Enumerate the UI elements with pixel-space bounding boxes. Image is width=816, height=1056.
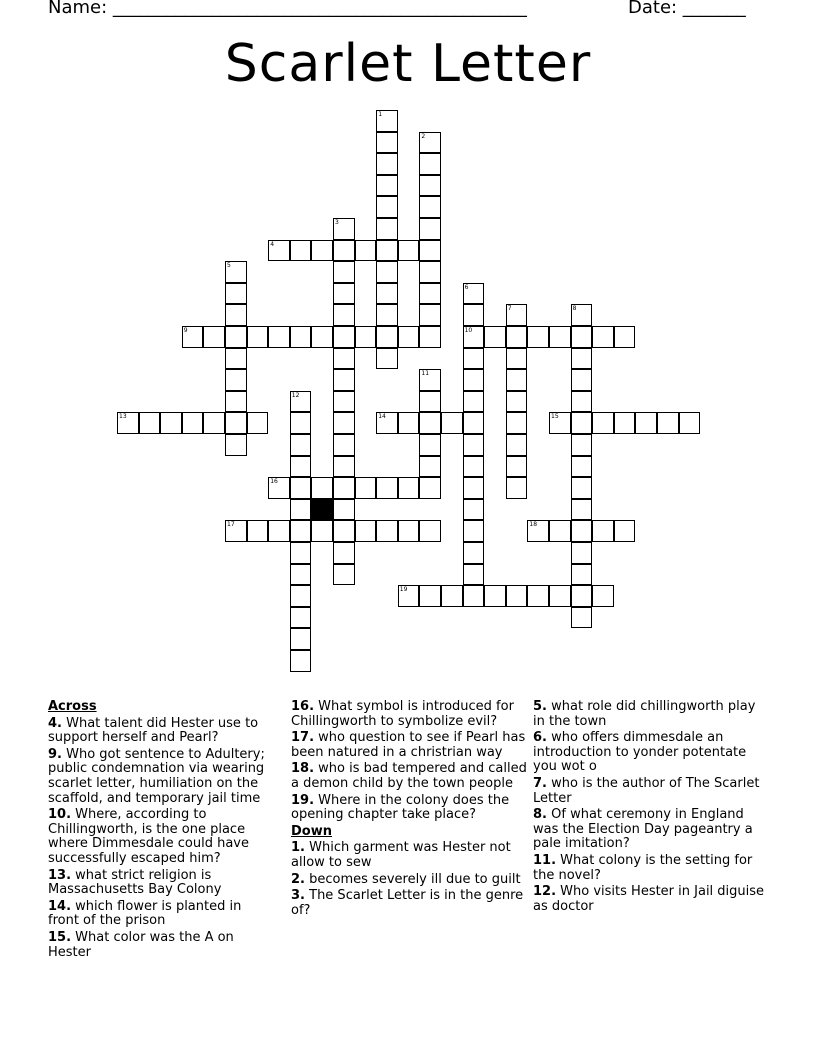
clue-number: 9 — [183, 327, 188, 334]
grid-cell[interactable] — [311, 240, 333, 262]
grid-cell[interactable] — [463, 499, 485, 521]
down-clue — [291, 841, 527, 870]
clue-num: 14. — [48, 898, 72, 914]
grid-cell[interactable] — [463, 369, 485, 391]
grid-cell[interactable] — [506, 434, 528, 456]
clue-num: 3. — [291, 888, 305, 904]
grid-cell[interactable] — [376, 283, 398, 305]
grid-cell[interactable] — [419, 520, 441, 542]
grid-cell[interactable] — [182, 326, 204, 348]
grid-cell[interactable] — [376, 261, 398, 283]
grid-cell[interactable] — [290, 520, 312, 542]
across-clue — [48, 748, 276, 806]
grid-cell[interactable] — [398, 477, 420, 499]
grid-cell[interactable] — [506, 412, 528, 434]
clue-number: 10 — [464, 327, 473, 334]
across-clue — [291, 731, 527, 760]
grid-cell[interactable] — [571, 564, 593, 586]
grid-cell[interactable] — [549, 412, 571, 434]
grid-cell[interactable] — [355, 240, 377, 262]
grid-cell[interactable] — [419, 132, 441, 154]
grid-cell[interactable] — [290, 542, 312, 564]
grid-cell[interactable] — [419, 391, 441, 413]
grid-cell[interactable] — [160, 412, 182, 434]
down-clue — [533, 731, 765, 775]
down-clues-part-2 — [533, 700, 765, 914]
clue-num: 18. — [291, 761, 315, 777]
grid-cell[interactable] — [398, 326, 420, 348]
grid-cell[interactable] — [571, 348, 593, 370]
grid-cell[interactable] — [376, 520, 398, 542]
grid-cell[interactable] — [463, 585, 485, 607]
grid-cell[interactable] — [268, 326, 290, 348]
grid-cell[interactable] — [506, 326, 528, 348]
grid-cell[interactable] — [441, 585, 463, 607]
grid-cell[interactable] — [419, 412, 441, 434]
clues-column-1 — [48, 700, 276, 962]
grid-cell[interactable] — [419, 434, 441, 456]
grid-cell[interactable] — [571, 326, 593, 348]
grid-cell[interactable] — [247, 412, 269, 434]
clue-number: 7 — [507, 305, 512, 313]
across-clue — [48, 808, 276, 866]
clue-num: 1. — [291, 840, 305, 856]
grid-cell[interactable] — [268, 240, 290, 262]
grid-cell[interactable] — [376, 175, 398, 197]
grid-cell[interactable] — [463, 348, 485, 370]
grid-cell[interactable] — [463, 391, 485, 413]
clue-text: who question to see if Pearl has been natured in a christrian way — [291, 730, 526, 760]
grid-cell[interactable] — [614, 326, 636, 348]
clue-number: 18 — [529, 521, 538, 529]
grid-cell[interactable] — [225, 369, 247, 391]
clue-number: 3 — [335, 219, 339, 226]
grid-cell[interactable] — [290, 240, 312, 262]
grid-cell[interactable] — [506, 348, 528, 370]
across-clue — [291, 794, 527, 823]
grid-cell[interactable] — [290, 628, 312, 650]
grid-cell[interactable] — [333, 261, 355, 283]
grid-cell[interactable] — [290, 456, 312, 478]
across-clue — [48, 931, 276, 960]
clue-number: 2 — [421, 132, 426, 140]
grid-cell[interactable] — [571, 304, 593, 326]
grid-cell[interactable] — [571, 499, 593, 521]
down-clue — [533, 854, 765, 883]
grid-cell[interactable] — [225, 412, 247, 434]
clue-number: 6 — [464, 283, 469, 291]
clue-number: 15 — [551, 413, 559, 421]
grid-cell[interactable] — [333, 477, 355, 499]
grid-cell[interactable] — [549, 326, 571, 348]
clue-number: 14 — [378, 413, 386, 421]
grid-cell[interactable] — [376, 218, 398, 240]
down-clue — [533, 808, 765, 852]
grid-cell[interactable] — [290, 585, 312, 607]
grid-cell[interactable] — [463, 326, 485, 348]
grid-cell[interactable] — [463, 304, 485, 326]
clue-num: 17. — [291, 730, 315, 746]
grid-cell[interactable] — [527, 520, 549, 542]
grid-cell[interactable] — [635, 412, 657, 434]
grid-cell[interactable] — [419, 175, 441, 197]
grid-cell[interactable] — [419, 261, 441, 283]
grid-cell[interactable] — [463, 477, 485, 499]
grid-cell[interactable] — [333, 564, 355, 586]
grid-cell[interactable] — [225, 283, 247, 305]
grid-cell[interactable] — [592, 585, 614, 607]
grid-cell[interactable] — [549, 585, 571, 607]
clue-num: 8. — [533, 807, 547, 823]
grid-cell[interactable] — [333, 348, 355, 370]
page-title: Scarlet Letter — [224, 34, 592, 94]
grid-cell[interactable] — [592, 326, 614, 348]
clue-text: Who got sentence to Adultery; public condemnation via wearing scarlet letter, humiliation on the scaffold, and temporary jail time — [48, 746, 265, 806]
clue-number: 8 — [572, 305, 577, 313]
clue-text: Of what ceremony in England was the Election Day pageantry a pale imitation? — [533, 807, 753, 852]
across-clues-part-2 — [291, 700, 527, 823]
clue-num: 5. — [533, 699, 547, 714]
grid-cell[interactable] — [376, 477, 398, 499]
grid-cell[interactable] — [571, 412, 593, 434]
date-line: Date: _______ — [628, 0, 746, 18]
grid-cell[interactable] — [506, 369, 528, 391]
clue-text: Where, according to Chillingworth, is the one place where Dimmesdale could have successfully escaped him? — [48, 807, 249, 866]
clues-column-3 — [533, 700, 765, 916]
grid-cell[interactable] — [398, 412, 420, 434]
black-cell — [311, 499, 333, 521]
grid-cell[interactable] — [225, 434, 247, 456]
grid-cell[interactable] — [355, 520, 377, 542]
clue-num: 16. — [291, 699, 315, 714]
across-clue — [48, 900, 276, 929]
clue-text: Which garment was Hester not allow to sew — [291, 840, 511, 870]
down-clue — [291, 873, 527, 888]
grid-cell[interactable] — [419, 304, 441, 326]
grid-cell[interactable] — [527, 326, 549, 348]
clue-number: 11 — [421, 370, 430, 378]
clue-num: 10. — [48, 807, 72, 823]
grid-cell[interactable] — [290, 477, 312, 499]
grid-cell[interactable] — [311, 520, 333, 542]
grid-cell[interactable] — [506, 304, 528, 326]
grid-cell[interactable] — [571, 434, 593, 456]
grid-cell[interactable] — [290, 564, 312, 586]
grid-cell[interactable] — [419, 240, 441, 262]
grid-cell[interactable] — [419, 218, 441, 240]
clue-text: What color was the A on Hester — [48, 929, 234, 960]
grid-cell[interactable] — [398, 240, 420, 262]
grid-cell[interactable] — [290, 499, 312, 521]
clue-text: what role did chillingworth play in the town — [533, 699, 756, 729]
grid-cell[interactable] — [463, 564, 485, 586]
clues-column-2 — [291, 700, 527, 920]
grid-cell[interactable] — [463, 520, 485, 542]
grid-cell[interactable] — [419, 369, 441, 391]
grid-cell[interactable] — [463, 434, 485, 456]
clue-number: 5 — [227, 262, 231, 270]
grid-cell[interactable] — [117, 412, 139, 434]
grid-cell[interactable] — [376, 348, 398, 370]
clue-text: The Scarlet Letter is in the genre of? — [291, 888, 524, 918]
clue-number: 12 — [291, 391, 300, 399]
grid-cell[interactable] — [225, 348, 247, 370]
clue-num: 15. — [48, 929, 72, 945]
grid-cell[interactable] — [333, 456, 355, 478]
clue-num: 9. — [48, 746, 62, 762]
clue-num: 2. — [291, 871, 305, 887]
clue-num: 7. — [533, 775, 547, 791]
grid-cell[interactable] — [376, 304, 398, 326]
grid-cell[interactable] — [333, 520, 355, 542]
down-clue — [533, 777, 765, 806]
grid-cell[interactable] — [614, 520, 636, 542]
grid-cell[interactable] — [571, 369, 593, 391]
grid-cell[interactable] — [506, 585, 528, 607]
down-heading: Down — [291, 823, 332, 839]
grid-cell[interactable] — [182, 412, 204, 434]
grid-cell[interactable] — [441, 412, 463, 434]
grid-cell[interactable] — [506, 477, 528, 499]
clue-text: who offers dimmesdale an introduction to yonder potentate you wot o — [533, 730, 747, 775]
grid-cell[interactable] — [376, 153, 398, 175]
across-clue — [48, 869, 276, 898]
grid-cell[interactable] — [463, 542, 485, 564]
grid-cell[interactable] — [355, 326, 377, 348]
across-clue — [48, 717, 276, 746]
grid-cell[interactable] — [290, 326, 312, 348]
grid-cell[interactable] — [506, 391, 528, 413]
clue-text: Who visits Hester in Jail diguise as doctor — [533, 884, 765, 914]
grid-cell[interactable] — [333, 326, 355, 348]
grid-cell[interactable] — [333, 499, 355, 521]
grid-cell[interactable] — [419, 477, 441, 499]
grid-cell[interactable] — [376, 412, 398, 434]
grid-cell[interactable] — [571, 542, 593, 564]
grid-cell[interactable] — [463, 283, 485, 305]
grid-cell[interactable] — [398, 520, 420, 542]
grid-cell[interactable] — [333, 240, 355, 262]
grid-cell[interactable] — [376, 110, 398, 132]
grid-cell[interactable] — [333, 434, 355, 456]
name-line: Name: ______________________________________________ — [48, 0, 527, 18]
clue-number: 19 — [399, 586, 408, 594]
grid-cell[interactable] — [333, 412, 355, 434]
clue-text: Where in the colony does the opening chapter take place? — [291, 792, 510, 823]
grid-cell[interactable] — [657, 412, 679, 434]
grid-cell[interactable] — [333, 391, 355, 413]
grid-cell[interactable] — [463, 412, 485, 434]
grid-cell[interactable] — [463, 456, 485, 478]
grid-cell[interactable] — [571, 391, 593, 413]
grid-cell[interactable] — [592, 412, 614, 434]
grid-cell[interactable] — [268, 477, 290, 499]
grid-cell[interactable] — [311, 477, 333, 499]
clue-text: which flower is planted in front of the prison — [48, 898, 242, 929]
clue-num: 11. — [533, 852, 557, 868]
clue-number: 13 — [119, 413, 127, 421]
grid-cell[interactable] — [419, 283, 441, 305]
clue-num: 13. — [48, 867, 72, 883]
across-clue — [291, 762, 527, 791]
grid-cell[interactable] — [419, 456, 441, 478]
clue-text: who is the author of The Scarlet Letter — [533, 775, 760, 806]
grid-cell[interactable] — [592, 520, 614, 542]
grid-cell[interactable] — [333, 304, 355, 326]
grid-cell[interactable] — [398, 585, 420, 607]
grid-cell[interactable] — [355, 477, 377, 499]
grid-cell[interactable] — [614, 412, 636, 434]
grid-cell[interactable] — [290, 607, 312, 629]
grid-cell[interactable] — [419, 153, 441, 175]
grid-cell[interactable] — [549, 520, 571, 542]
clue-text: What colony is the setting for the novel? — [533, 852, 753, 883]
grid-cell[interactable] — [571, 607, 593, 629]
grid-cell[interactable] — [506, 456, 528, 478]
grid-cell[interactable] — [484, 326, 506, 348]
grid-cell[interactable] — [333, 542, 355, 564]
grid-cell[interactable] — [333, 283, 355, 305]
clue-number: 1 — [378, 111, 383, 118]
across-clues-part-1 — [48, 717, 276, 961]
clue-number: 4 — [270, 240, 275, 248]
clue-number: 17 — [227, 521, 235, 529]
grid-cell[interactable] — [139, 412, 161, 434]
grid-cell[interactable] — [290, 434, 312, 456]
grid-cell[interactable] — [268, 520, 290, 542]
grid-cell[interactable] — [247, 326, 269, 348]
grid-cell[interactable] — [571, 477, 593, 499]
grid-cell[interactable] — [225, 391, 247, 413]
grid-cell[interactable] — [225, 261, 247, 283]
grid-cell[interactable] — [376, 132, 398, 154]
clue-text: becomes severely ill due to guilt — [309, 871, 521, 887]
grid-cell[interactable] — [376, 326, 398, 348]
grid-cell[interactable] — [571, 520, 593, 542]
clue-text: what strict religion is Massachusetts Bay Colony — [48, 867, 222, 898]
grid-cell[interactable] — [203, 326, 225, 348]
clue-text: who is bad tempered and called a demon child by the town people — [291, 761, 527, 791]
grid-cell[interactable] — [527, 585, 549, 607]
grid-cell[interactable] — [290, 412, 312, 434]
grid-cell[interactable] — [419, 196, 441, 218]
grid-cell[interactable] — [203, 412, 225, 434]
down-clue — [533, 885, 765, 914]
clue-number: 16 — [270, 478, 278, 486]
grid-cell[interactable] — [247, 520, 269, 542]
grid-cell[interactable] — [376, 240, 398, 262]
grid-cell[interactable] — [571, 585, 593, 607]
grid-cell[interactable] — [225, 520, 247, 542]
grid-cell[interactable] — [225, 326, 247, 348]
grid-cell[interactable] — [484, 585, 506, 607]
grid-cell[interactable] — [225, 304, 247, 326]
clue-text: What talent did Hester use to support herself and Pearl? — [48, 715, 259, 746]
down-clue — [291, 889, 527, 918]
grid-cell[interactable] — [290, 650, 312, 672]
across-clue — [291, 700, 527, 729]
grid-cell[interactable] — [333, 369, 355, 391]
clue-num: 4. — [48, 715, 62, 731]
clue-num: 6. — [533, 730, 547, 746]
grid-cell[interactable] — [571, 456, 593, 478]
grid-cell[interactable] — [419, 585, 441, 607]
grid-cell[interactable] — [679, 412, 701, 434]
grid-cell[interactable] — [290, 391, 312, 413]
grid-cell[interactable] — [311, 326, 333, 348]
clue-text: What symbol is introduced for Chillingworth to symbolize evil? — [291, 699, 514, 729]
grid-cell[interactable] — [333, 218, 355, 240]
clue-num: 12. — [533, 884, 557, 900]
grid-cell[interactable] — [376, 196, 398, 218]
grid-cell[interactable] — [419, 326, 441, 348]
across-heading: Across — [48, 699, 97, 714]
down-clue — [533, 700, 765, 729]
clue-num: 19. — [291, 792, 315, 808]
down-clues-part-1 — [291, 841, 527, 918]
